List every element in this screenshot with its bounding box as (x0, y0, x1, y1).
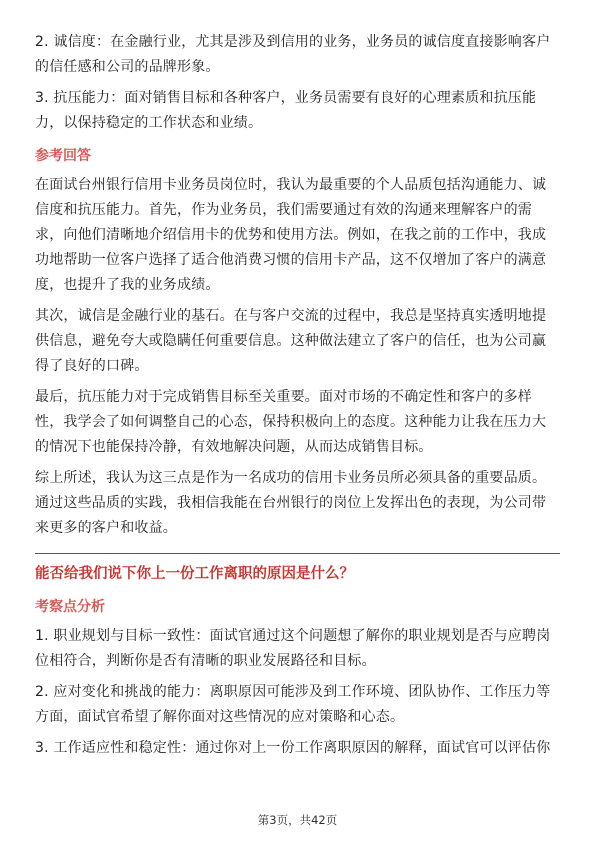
section-divider (35, 553, 560, 554)
answer-paragraph: 最后，抗压能力对于完成销售目标至关重要。面对市场的不确定性和客户的多样性，我学会了如何调整自己的心态，保持积极向上的态度。这种能力让我在压力大的情况下也能保持冷静，有效地解决问题，从而达成销售目标。 (35, 389, 547, 455)
criteria-item-3: 3. 抗压能力：面对销售目标和各种客户，业务员需要有良好的心理素质和抗压能力，以保持稳定的工作状态和业绩。 (35, 90, 537, 131)
answer-paragraph: 其次，诚信是金融行业的基石。在与客户交流的过程中，我总是坚持真实透明地提供信息，避免夸大或隐瞒任何重要信息。这种做法建立了客户的信任，也为公司赢得了良好的口碑。 (35, 308, 547, 374)
reference-answer-heading: 参考回答 (35, 148, 91, 164)
analysis-heading: 考察点分析 (35, 599, 105, 615)
criteria-item-2: 2. 诚信度：在金融行业，尤其是涉及到信用的业务，业务员的诚信度直接影响客户的信任感和公司的品牌形象。 (35, 34, 551, 75)
analysis-item-3: 3. 工作适应性和稳定性：通过你对上一份工作离职原因的解释，面试官可以评估你 (35, 740, 551, 756)
answer-paragraph: 在面试台州银行信用卡业务员岗位时，我认为最重要的个人品质包括沟通能力、诚信度和抗压能力。首先，作为业务员，我们需要通过有效的沟通来理解客户的需求，向他们清晰地介绍信用卡的优势和使用方法。例如，在我之前的工作中，我成功地帮助一位客户选择了适合他消费习惯的信用卡产品，这不仅增加了客户的满意度，也提升了我的业务成绩。 (35, 177, 547, 293)
answer-paragraph: 综上所述，我认为这三点是作为一名成功的信用卡业务员所必须具备的重要品质。通过这些品质的实践，我相信我能在台州银行的岗位上发挥出色的表现，为公司带来更多的客户和收益。 (35, 470, 547, 536)
document-page (35, 30, 560, 767)
interview-question: 能否给我们说下你上一份工作离职的原因是什么？ (35, 566, 354, 582)
page-indicator: 第3页，共42页 (257, 813, 338, 827)
analysis-item-2: 2. 应对变化和挑战的能力：离职原因可能涉及到工作环境、团队协作、工作压力等方面，面试官希望了解你面对这些情况的应对策略和心态。 (35, 684, 551, 725)
analysis-item-1: 1. 职业规划与目标一致性：面试官通过这个问题想了解你的职业规划是否与应聘岗位相符合，判断你是否有清晰的职业发展路径和目标。 (35, 628, 551, 669)
